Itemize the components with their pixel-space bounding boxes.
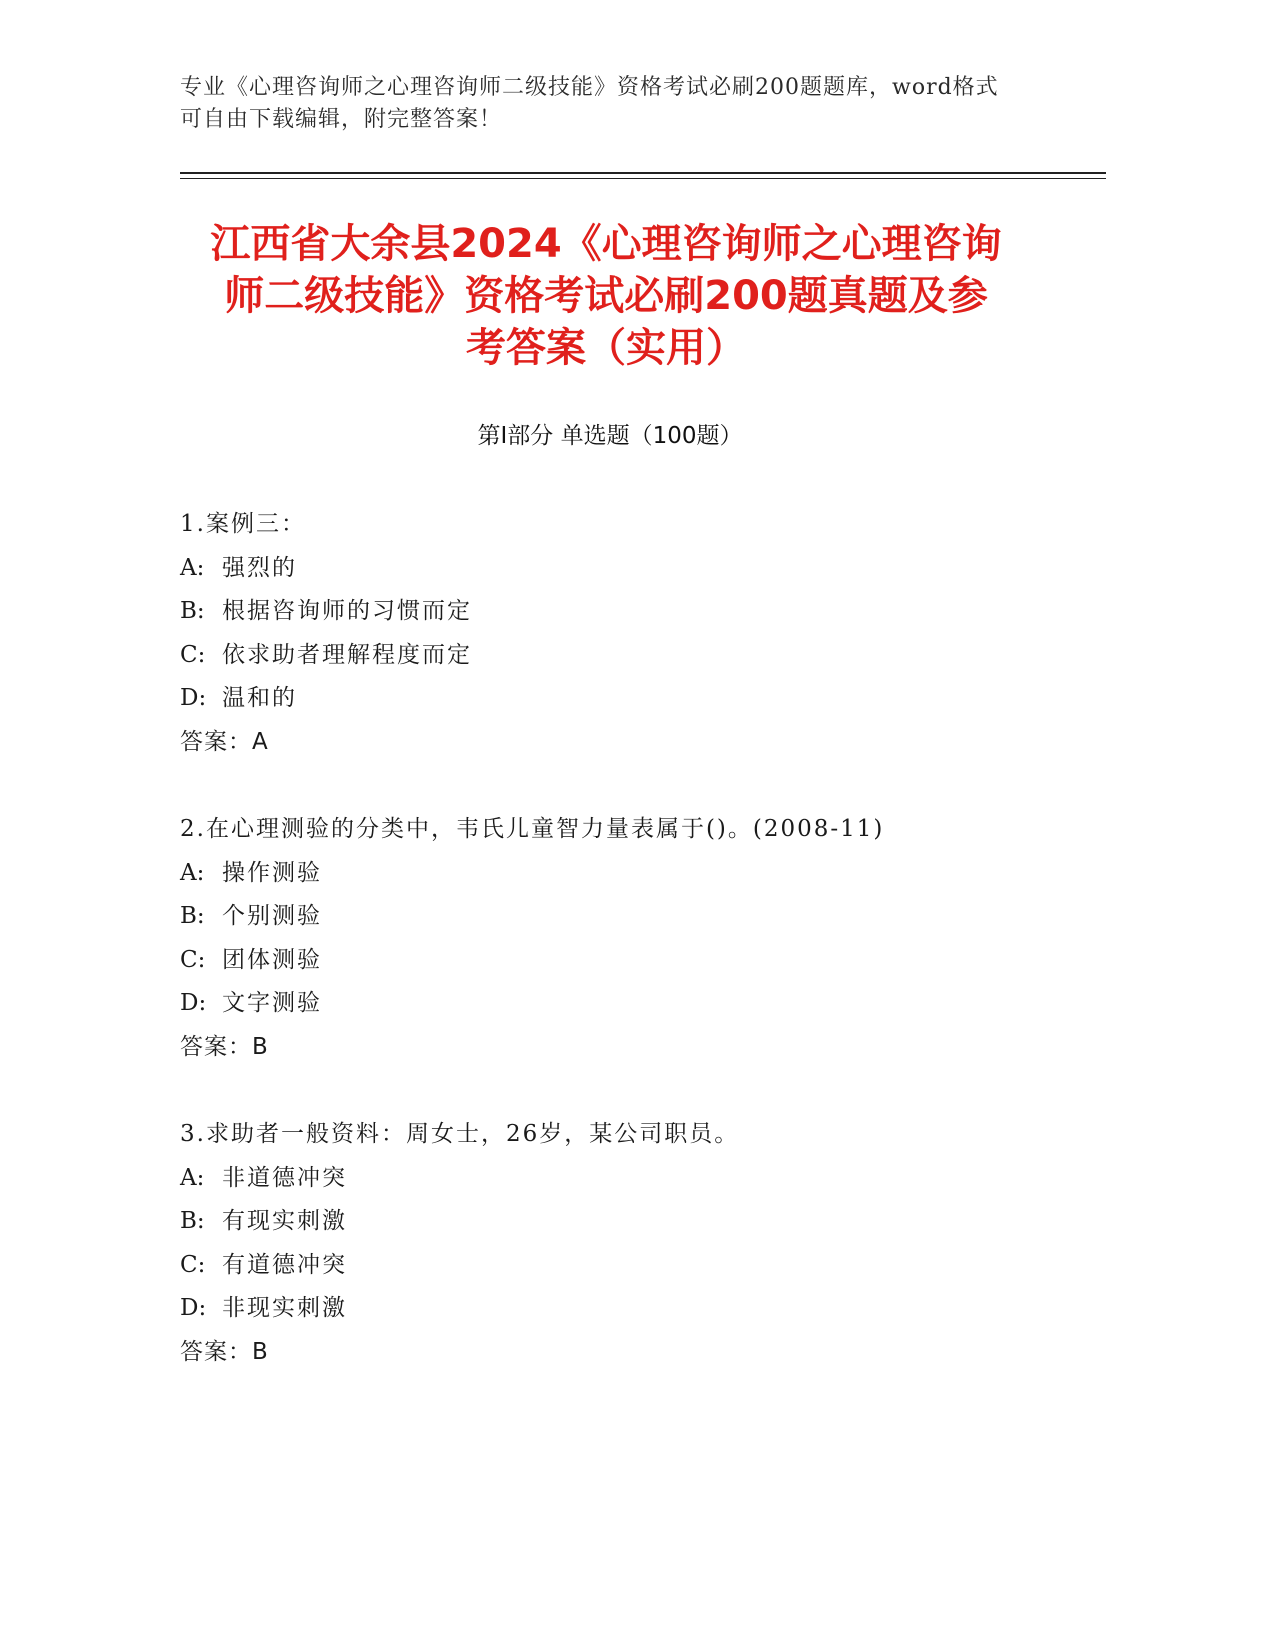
option-b xyxy=(180,590,1080,634)
document-title-line-3: 考答案（实用） xyxy=(466,325,746,371)
option-text: 操作测验 xyxy=(222,859,322,886)
option-d xyxy=(180,1287,1080,1331)
option-letter: D: xyxy=(180,1295,207,1322)
option-text: 团体测验 xyxy=(222,946,322,973)
option-letter: A: xyxy=(180,554,205,581)
option-text: 有现实刺激 xyxy=(222,1208,347,1235)
option-text: 文字测验 xyxy=(222,990,322,1017)
option-text: 根据咨询师的习惯而定 xyxy=(222,598,472,625)
option-a xyxy=(180,1157,1080,1201)
question-block xyxy=(180,503,1080,765)
answer-line: 答案：A xyxy=(180,728,269,755)
option-c xyxy=(180,634,1080,678)
section-title: 第I部分 单选题（100题） xyxy=(477,423,743,449)
answer-line: 答案：B xyxy=(180,1033,269,1060)
question-block xyxy=(180,808,1080,1070)
option-letter: B: xyxy=(180,903,205,930)
option-letter: B: xyxy=(180,1208,205,1235)
question-block xyxy=(180,1113,1080,1375)
option-a xyxy=(180,547,1080,591)
option-c xyxy=(180,939,1080,983)
option-d xyxy=(180,677,1080,721)
header-divider-thin xyxy=(180,178,1106,179)
header-note-line-2: 可自由下载编辑，附完整答案！ xyxy=(180,107,503,132)
document-title-line-1: 江西省大余县2024《心理咨询师之心理咨询 xyxy=(210,221,1002,267)
answer-line: 答案：B xyxy=(180,1338,269,1365)
option-letter: A: xyxy=(180,859,205,886)
option-letter: B: xyxy=(180,598,205,625)
document-title-line-2: 师二级技能》资格考试必刷200题真题及参 xyxy=(224,273,988,319)
option-b xyxy=(180,1200,1080,1244)
option-b xyxy=(180,895,1080,939)
option-text: 非现实刺激 xyxy=(222,1295,347,1322)
option-c xyxy=(180,1244,1080,1288)
option-letter: D: xyxy=(180,990,207,1017)
option-text: 有道德冲突 xyxy=(222,1251,347,1278)
option-a xyxy=(180,852,1080,896)
option-text: 个别测验 xyxy=(222,903,322,930)
option-letter: C: xyxy=(180,1251,206,1278)
option-text: 非道德冲突 xyxy=(222,1164,347,1191)
option-text: 温和的 xyxy=(222,685,297,712)
question-stem: 2.在心理测验的分类中，韦氏儿童智力量表属于()。(2008-11) xyxy=(180,816,885,842)
question-stem: 3.求助者一般资料：周女士，26岁，某公司职员。 xyxy=(180,1121,740,1147)
document-title xyxy=(175,218,1037,374)
header-note-line-1: 专业《心理咨询师之心理咨询师二级技能》资格考试必刷200题题库，word格式 xyxy=(180,75,999,100)
option-text: 依求助者理解程度而定 xyxy=(222,641,472,668)
option-letter: A: xyxy=(180,1164,205,1191)
question-stem: 1.案例三： xyxy=(180,511,306,537)
header-divider-thick xyxy=(180,172,1106,174)
option-text: 强烈的 xyxy=(222,554,297,581)
option-letter: C: xyxy=(180,946,206,973)
option-letter: D: xyxy=(180,685,207,712)
option-letter: C: xyxy=(180,641,206,668)
header-note xyxy=(180,72,1040,136)
option-d xyxy=(180,982,1080,1026)
